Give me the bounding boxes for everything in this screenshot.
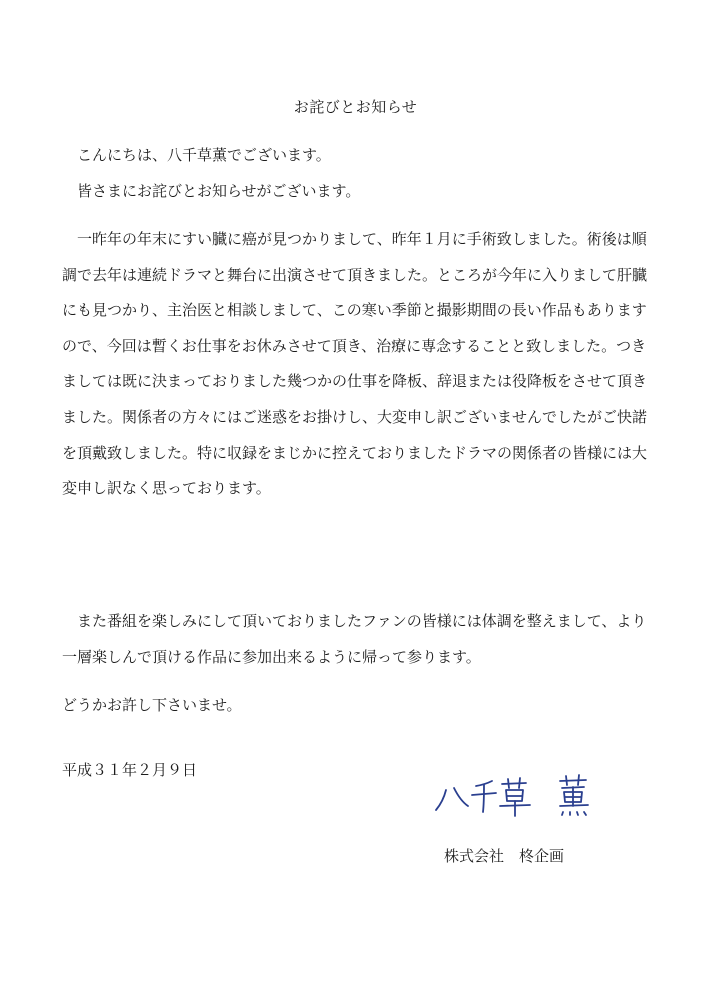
letter-date: 平成３１年２月９日 [62, 761, 198, 779]
document-title: お詫びとお知らせ [293, 98, 418, 116]
fans-paragraph: また番組を楽しみにして頂いておりましたファンの皆様には体調を整えまして、より一層楽しんで頂ける作品に参加出来るように帰って参ります。 [62, 612, 647, 666]
handwritten-signature [432, 768, 602, 824]
closing-paragraph: どうかお許し下さいませ。 [62, 696, 242, 714]
greeting-paragraph: こんにちは、八千草薫でございます。 [77, 146, 331, 164]
main-body-paragraph: 一昨年の年末にすい臓に癌が見つかりまして、昨年１月に手術致しました。術後は順調で去年は連続ドラマと舞台に出演させて頂きました。ところが今年に入りまして肝臓にも見つかり、主治医と相談しまして、この寒い季節と撮影期間の長い作品もありますので、今回は暫くお仕事をお休みさせて頂き、治療に専念することと致しました。つきましては既に決まっておりました幾つかの仕事を降板、辞退または役降板をさせて頂きました。関係者の方々にはご迷惑をお掛けし、大変申し訳ございませんでしたがご快諾を頂戴致しました。特に収録をまじかに控えておりましたドラマの関係者の皆様には大変申し訳なく思っております。 [62, 230, 648, 498]
announcement-paragraph: 皆さまにお詫びとお知らせがございます。 [77, 182, 361, 200]
company-name: 株式会社 柊企画 [444, 847, 565, 865]
